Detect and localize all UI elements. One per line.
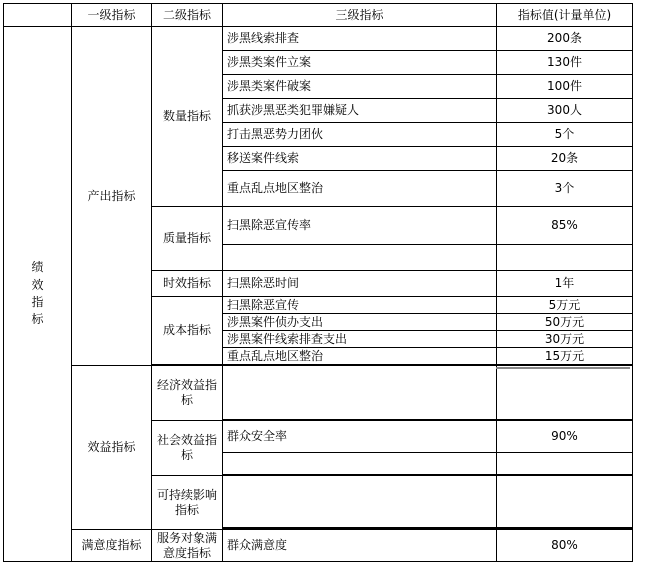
indicator-value: 30万元 (497, 331, 633, 348)
header-value: 指标值(计量单位) (497, 4, 633, 27)
indicator-value: 200条 (497, 27, 633, 51)
sub-quality: 质量指标 (152, 207, 223, 271)
indicator-name: 涉黑类案件破案 (223, 75, 497, 99)
indicator-value: 15万元 (497, 348, 633, 365)
group-output: 产出指标 (72, 27, 152, 366)
empty-cell (497, 453, 633, 475)
sub-cost: 成本指标 (152, 297, 223, 365)
indicator-value: 80% (497, 530, 633, 562)
indicator-value: 100件 (497, 75, 633, 99)
indicator-name: 群众满意度 (223, 530, 497, 562)
empty-cell (223, 453, 497, 475)
header-level2: 二级指标 (152, 4, 223, 27)
category-cell (4, 27, 72, 562)
empty-cell (497, 366, 633, 420)
indicator-name: 抓获涉黑恶类犯罪嫌疑人 (223, 99, 497, 123)
indicator-value: 85% (497, 207, 633, 245)
header-level3: 三级指标 (223, 4, 497, 27)
indicator-name: 扫黑除恶时间 (223, 271, 497, 297)
empty-cell (497, 245, 633, 271)
indicator-name: 移送案件线索 (223, 147, 497, 171)
performance-indicator-table (3, 3, 633, 562)
group-benefit: 效益指标 (72, 366, 152, 530)
indicator-name: 涉黑线索排查 (223, 27, 497, 51)
indicator-name: 涉黑案件侦办支出 (223, 314, 497, 331)
empty-cell (223, 245, 497, 271)
indicator-name: 扫黑除恶宣传率 (223, 207, 497, 245)
indicator-name: 扫黑除恶宣传 (223, 297, 497, 314)
table-row (4, 27, 633, 51)
cost-bottom-accent-line (496, 367, 630, 369)
sub-timeliness: 时效指标 (152, 271, 223, 297)
sub-social: 社会效益指标 (152, 421, 223, 476)
indicator-name: 重点乱点地区整治 (223, 171, 497, 207)
indicator-name: 打击黑恶势力团伙 (223, 123, 497, 147)
indicator-name: 群众安全率 (223, 421, 497, 453)
sub-economic: 经济效益指标 (152, 366, 223, 421)
indicator-value: 90% (497, 421, 633, 453)
indicator-value: 300人 (497, 99, 633, 123)
header-level1: 一级指标 (72, 4, 152, 27)
header-row (4, 4, 633, 27)
indicator-name: 涉黑案件线索排查支出 (223, 331, 497, 348)
sub-service: 服务对象满意度指标 (152, 530, 223, 562)
empty-cell (223, 476, 497, 528)
indicator-name: 涉黑类案件立案 (223, 51, 497, 75)
indicator-value: 50万元 (497, 314, 633, 331)
table-row (4, 366, 633, 420)
indicator-value: 20条 (497, 147, 633, 171)
empty-cell (223, 366, 497, 420)
indicator-name: 重点乱点地区整治 (223, 348, 497, 365)
header-blank (4, 4, 72, 27)
sub-sustain: 可持续影响指标 (152, 476, 223, 530)
indicator-value: 5万元 (497, 297, 633, 314)
sub-quantity: 数量指标 (152, 27, 223, 207)
indicator-value: 5个 (497, 123, 633, 147)
indicator-value: 130件 (497, 51, 633, 75)
table-row (4, 530, 633, 562)
indicator-value: 3个 (497, 171, 633, 207)
category-label: 绩效指标 (31, 260, 44, 327)
empty-cell (497, 476, 633, 528)
indicator-value: 1年 (497, 271, 633, 297)
group-satisfaction: 满意度指标 (72, 530, 152, 562)
